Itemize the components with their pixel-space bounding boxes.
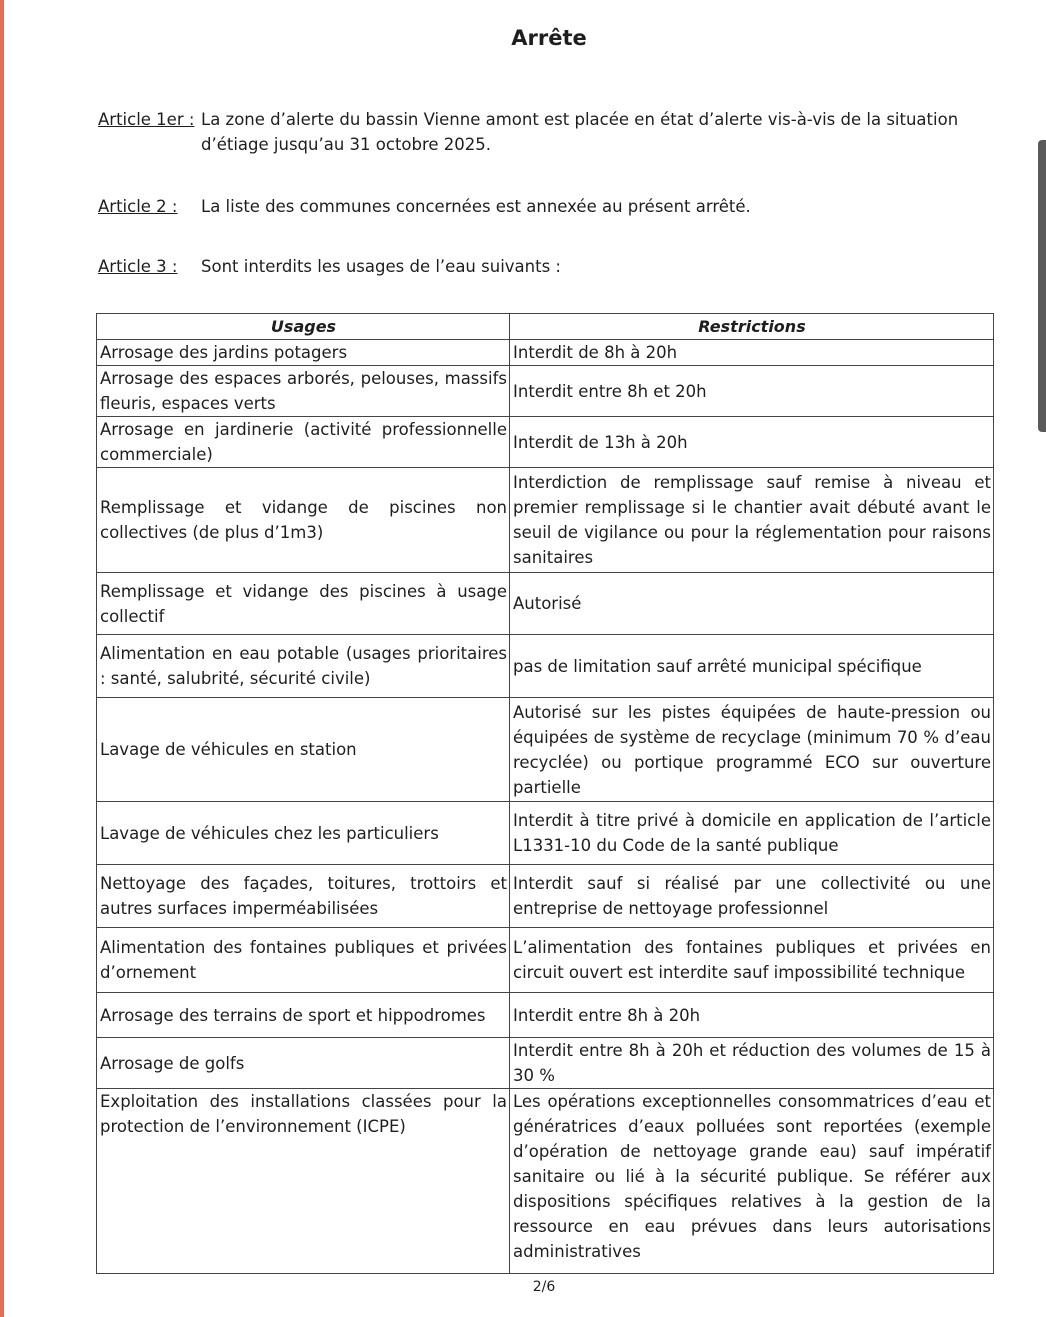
usage-cell: Alimentation en eau potable (usages prioritaires : santé, salubrité, sécurité civile) (97, 635, 510, 698)
restriction-cell: Interdit de 8h à 20h (510, 340, 994, 366)
table-row (97, 417, 994, 468)
article-label: Article 2 : (98, 197, 178, 216)
table-row (97, 802, 994, 865)
usage-cell: Remplissage et vidange des piscines à usage collectif (97, 573, 510, 635)
table-row (97, 573, 994, 635)
usage-cell: Nettoyage des façades, toitures, trottoirs et autres surfaces imperméabilisées (97, 865, 510, 928)
article-text: La liste des communes concernées est annexée au présent arrêté. (201, 197, 751, 216)
table-row (97, 635, 994, 698)
table-row (97, 1089, 994, 1274)
page-number: 2/6 (532, 1279, 556, 1295)
usage-cell: Remplissage et vidange de piscines non collectives (de plus d’1m3) (97, 468, 510, 573)
usage-cell: Arrosage des jardins potagers (97, 340, 510, 366)
restriction-cell: L’alimentation des fontaines publiques et privées en circuit ouvert est interdite sauf impossibilité technique (510, 928, 994, 993)
article-label: Article 3 : (98, 257, 178, 276)
header-restrictions: Restrictions (510, 314, 994, 340)
table-row (97, 340, 994, 366)
restriction-cell: Interdit entre 8h à 20h (510, 993, 994, 1038)
table-row (97, 366, 994, 417)
usage-cell: Arrosage des espaces arborés, pelouses, massifs fleuris, espaces verts (97, 366, 510, 417)
scrollbar[interactable] (1038, 140, 1046, 432)
table-row (97, 865, 994, 928)
header-usages: Usages (97, 314, 510, 340)
table-row (97, 698, 994, 802)
restriction-cell: Interdiction de remplissage sauf remise à niveau et premier remplissage si le chantier avait débuté avant le seuil de vigilance ou pour la réglementation pour raisons sanitaires (510, 468, 994, 573)
restriction-cell: Interdit sauf si réalisé par une collectivité ou une entreprise de nettoyage professionnel (510, 865, 994, 928)
restriction-cell: pas de limitation sauf arrêté municipal spécifique (510, 635, 994, 698)
restriction-cell: Interdit entre 8h et 20h (510, 366, 994, 417)
usage-cell: Arrosage des terrains de sport et hippodromes (97, 993, 510, 1038)
restriction-cell: Interdit entre 8h à 20h et réduction des volumes de 15 à 30 % (510, 1038, 994, 1089)
article-3 (98, 254, 561, 279)
article-text: La zone d’alerte du bassin Vienne amont est placée en état d’alerte vis-à-vis de la situation d’étiage jusqu’au 31 octobre 2025. (201, 110, 959, 154)
table-header (97, 314, 994, 340)
restriction-cell: Interdit à titre privé à domicile en application de l’article L1331-10 du Code de la santé publique (510, 802, 994, 865)
restriction-cell: Les opérations exceptionnelles consommatrices d’eau et génératrices d’eaux polluées sont reportées (exemple d’opération de nettoyage grande eau) sauf impératif sanitaire ou lié à la sécurité publique. Se référer aux dispositions spécifiques relatives à la gestion de la ressource en eau prévues dans leurs autorisations administratives (510, 1089, 994, 1274)
article-text: Sont interdits les usages de l’eau suivants : (201, 257, 561, 276)
article-label: Article 1er : (98, 110, 195, 129)
table-row (97, 928, 994, 993)
restrictions-table (96, 313, 994, 1274)
restriction-cell: Autorisé sur les pistes équipées de haute-pression ou équipées de système de recyclage (minimum 70 % d’eau recyclée) ou portique programmé ECO sur ouverture partielle (510, 698, 994, 802)
page-title: Arrête (511, 26, 587, 50)
left-border (0, 0, 4, 1317)
usage-cell: Lavage de véhicules chez les particuliers (97, 802, 510, 865)
usage-cell: Arrosage en jardinerie (activité professionnelle commerciale) (97, 417, 510, 468)
restriction-cell: Autorisé (510, 573, 994, 635)
table-row (97, 993, 994, 1038)
table-row (97, 468, 994, 573)
usage-cell: Alimentation des fontaines publiques et privées d’ornement (97, 928, 510, 993)
table-row (97, 1038, 994, 1089)
article-2 (98, 194, 751, 219)
usage-cell: Arrosage de golfs (97, 1038, 510, 1089)
usage-cell: Exploitation des installations classées pour la protection de l’environnement (ICPE) (97, 1089, 510, 1274)
usage-cell: Lavage de véhicules en station (97, 698, 510, 802)
restriction-cell: Interdit de 13h à 20h (510, 417, 994, 468)
article-1 (98, 107, 959, 154)
